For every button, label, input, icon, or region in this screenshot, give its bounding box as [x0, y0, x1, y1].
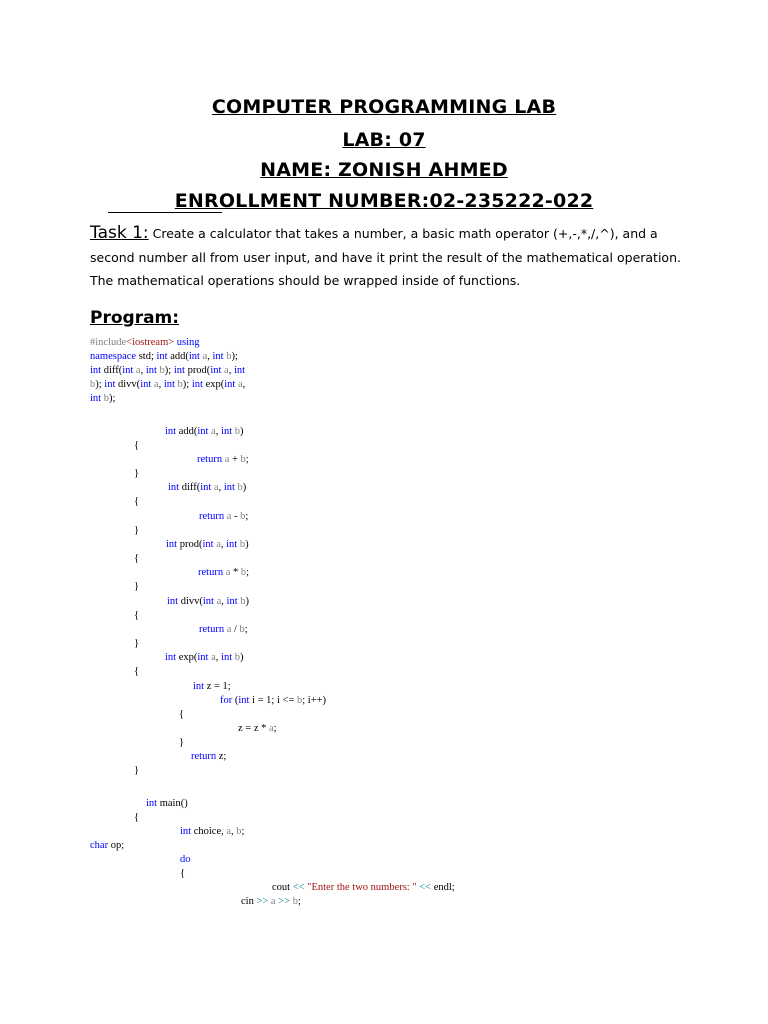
document-title: COMPUTER PROGRAMMING LAB — [211, 96, 557, 118]
code-line: { — [179, 709, 185, 720]
code-line: #include<iostream> using — [90, 337, 200, 348]
student-name: NAME: ZONISH AHMED — [260, 159, 508, 181]
code-line: return a * b; — [198, 567, 250, 578]
code-line: namespace std; int add(int a, int b); — [90, 351, 238, 362]
code-line: } — [179, 737, 185, 748]
code-line: cin >> a >> b; — [241, 896, 301, 907]
code-line: int diff(int a, int b) — [168, 482, 247, 493]
code-line: { — [134, 812, 140, 823]
code-line: return a / b; — [199, 624, 248, 635]
code-line: { — [134, 440, 140, 451]
task-description — [90, 222, 690, 293]
code-line: } — [134, 468, 140, 479]
code-line: int b); — [90, 393, 116, 404]
code-line: int diff(int a, int b); int prod(int a, int — [90, 365, 246, 376]
code-line: z = z * a; — [238, 723, 277, 734]
code-line: do — [180, 854, 191, 865]
task-text-line-3: The mathematical operations should be wrapped inside of functions. — [90, 273, 521, 288]
code-line: { — [134, 666, 140, 677]
code-line: int exp(int a, int b) — [165, 652, 244, 663]
lab-number: LAB: 07 — [342, 129, 426, 151]
code-line: { — [134, 610, 140, 621]
code-line: return z; — [191, 751, 227, 762]
code-line: { — [134, 496, 140, 507]
task-text-line-1: Create a calculator that takes a number, a basic math operator (+,-,*,/,^), and a — [148, 226, 658, 241]
code-line: return a - b; — [199, 511, 249, 522]
enrollment-number: ENROLLMENT NUMBER:02-235222-022 — [174, 190, 594, 212]
task-text-line-2: second number all from user input, and have it print the result of the mathematical operation. — [90, 249, 681, 265]
code-line: b); int divv(int a, int b); int exp(int a, — [90, 379, 246, 390]
code-line: return a + b; — [197, 454, 249, 465]
code-line: int main() — [146, 798, 188, 809]
code-line: int prod(int a, int b) — [166, 539, 249, 550]
code-line: { — [134, 553, 140, 564]
code-line: { — [180, 868, 186, 879]
code-line: for (int i = 1; i <= b; i++) — [220, 695, 327, 706]
code-line: int add(int a, int b) — [165, 426, 244, 437]
code-line: char op; — [90, 840, 125, 851]
code-line: int choice, a, b; — [180, 826, 245, 837]
task-label: Task 1: — [90, 223, 149, 243]
program-heading: Program: — [90, 308, 180, 328]
underline-rule — [108, 212, 222, 213]
code-line: } — [134, 638, 140, 649]
code-line: } — [134, 581, 140, 592]
code-line: int z = 1; — [193, 681, 231, 692]
code-line: cout << "Enter the two numbers: " << endl; — [272, 882, 455, 893]
code-line: int divv(int a, int b) — [167, 596, 249, 607]
code-line: } — [134, 525, 140, 536]
code-line: } — [134, 765, 140, 776]
